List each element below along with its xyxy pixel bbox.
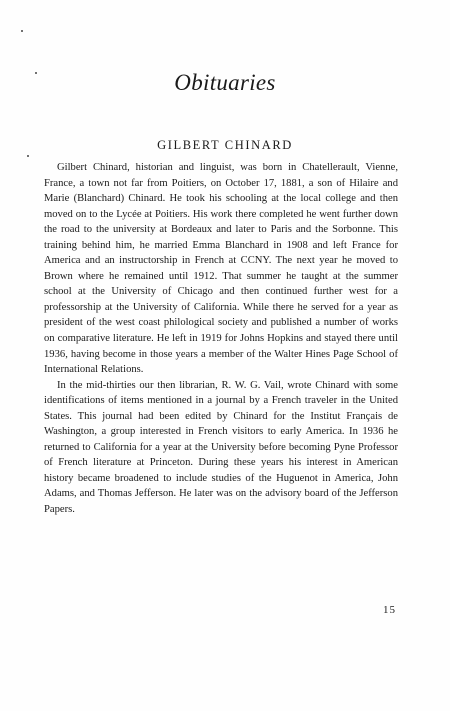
scan-speck [27, 155, 29, 157]
obituary-paragraph-2: In the mid-thirties our then librarian, R. W. G. Vail, wrote Chinard with some identifications of items mentioned in a journal by a French traveler in the United States. This journal had been edited by Chinard for the Institut Français de Washington, a group interested in French visitors to early America. In 1936 he returned to California for a year at the University before becoming Pyne Professor of French literature at Princeton. During these years his interest in American history became broadened to include studies of the Huguenot in America, John Adams, and Thomas Jefferson. He later was on the advisory board of the Jefferson Papers. [44, 379, 398, 516]
obituary-heading: GILBERT CHINARD [157, 138, 293, 152]
scan-speck [21, 30, 23, 32]
page-number: 15 [383, 604, 396, 616]
obituary-paragraph-1: Gilbert Chinard, historian and linguist, was born in Chatellerault, Vienne, France, a town not far from Poitiers, on October 17, 1881, a son of Hilaire and Marie (Blanchard) Chinard. He took his schooling at the local college and then moved on to the Lycée at Poitiers. His work there completed he went further down the road to the university at Bordeaux and later to Paris and the Sorbonne. This training behind him, he married Emma Blanchard in 1908 and left France for America and an instructorship in French at CCNY. The next year he moved to Brown where he remained until 1912. That summer he taught at the summer school at the University of Chicago and then continued further west for a professorship at the University of California. While there he served for a year as president of the west coast philological society and published a number of works on comparative literature. He left in 1919 for Johns Hopkins and stayed there until 1936, having become in those years a member of the Walter Hines Page School of International Relations. [44, 162, 398, 376]
obituary-body [44, 160, 398, 518]
page-title: Obituaries [174, 70, 276, 95]
